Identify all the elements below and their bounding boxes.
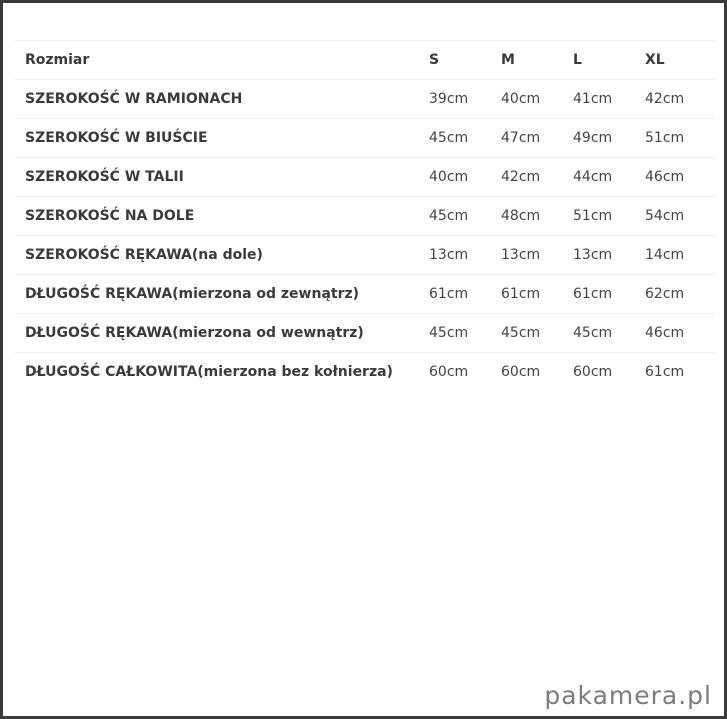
cell-value-xl: 42cm [645, 80, 715, 119]
cell-value-xl: 54cm [645, 197, 715, 236]
header-size-label: Rozmiar [15, 41, 429, 80]
cell-value-m: 60cm [501, 353, 573, 392]
table-row [15, 275, 715, 314]
table-row [15, 80, 715, 119]
cell-value-m: 48cm [501, 197, 573, 236]
cell-value-l: 60cm [573, 353, 645, 392]
table-row [15, 197, 715, 236]
cell-value-xl: 46cm [645, 314, 715, 353]
cell-value-s: 45cm [429, 119, 501, 158]
header-size-xl: XL [645, 41, 715, 80]
table-row [15, 314, 715, 353]
row-measurement-label: SZEROKOŚĆ RĘKAWA(na dole) [15, 236, 429, 275]
cell-value-s: 39cm [429, 80, 501, 119]
header-size-m: M [501, 41, 573, 80]
table-row [15, 353, 715, 392]
cell-value-s: 13cm [429, 236, 501, 275]
table-row [15, 158, 715, 197]
cell-value-xl: 51cm [645, 119, 715, 158]
cell-value-s: 40cm [429, 158, 501, 197]
cell-value-s: 45cm [429, 197, 501, 236]
row-measurement-label: SZEROKOŚĆ NA DOLE [15, 197, 429, 236]
cell-value-m: 45cm [501, 314, 573, 353]
row-measurement-label: SZEROKOŚĆ W RAMIONACH [15, 80, 429, 119]
cell-value-m: 42cm [501, 158, 573, 197]
cell-value-l: 49cm [573, 119, 645, 158]
cell-value-l: 61cm [573, 275, 645, 314]
cell-value-s: 61cm [429, 275, 501, 314]
row-measurement-label: DŁUGOŚĆ RĘKAWA(mierzona od wewnątrz) [15, 314, 429, 353]
cell-value-xl: 46cm [645, 158, 715, 197]
cell-value-m: 13cm [501, 236, 573, 275]
table-row [15, 236, 715, 275]
cell-value-m: 61cm [501, 275, 573, 314]
cell-value-m: 40cm [501, 80, 573, 119]
cell-value-xl: 62cm [645, 275, 715, 314]
row-measurement-label: SZEROKOŚĆ W TALII [15, 158, 429, 197]
cell-value-s: 60cm [429, 353, 501, 392]
row-measurement-label: DŁUGOŚĆ CAŁKOWITA(mierzona bez kołnierza) [15, 353, 429, 392]
row-measurement-label: SZEROKOŚĆ W BIUŚCIE [15, 119, 429, 158]
watermark-logo: pakamera.pl [544, 681, 712, 710]
cell-value-s: 45cm [429, 314, 501, 353]
row-measurement-label: DŁUGOŚĆ RĘKAWA(mierzona od zewnątrz) [15, 275, 429, 314]
cell-value-m: 47cm [501, 119, 573, 158]
table-header-row [15, 41, 715, 80]
table-row [15, 119, 715, 158]
cell-value-xl: 14cm [645, 236, 715, 275]
cell-value-l: 41cm [573, 80, 645, 119]
cell-value-l: 13cm [573, 236, 645, 275]
cell-value-l: 45cm [573, 314, 645, 353]
header-size-s: S [429, 41, 501, 80]
cell-value-l: 51cm [573, 197, 645, 236]
header-size-l: L [573, 41, 645, 80]
cell-value-l: 44cm [573, 158, 645, 197]
size-chart-table [15, 40, 715, 391]
table-body [15, 80, 715, 392]
cell-value-xl: 61cm [645, 353, 715, 392]
